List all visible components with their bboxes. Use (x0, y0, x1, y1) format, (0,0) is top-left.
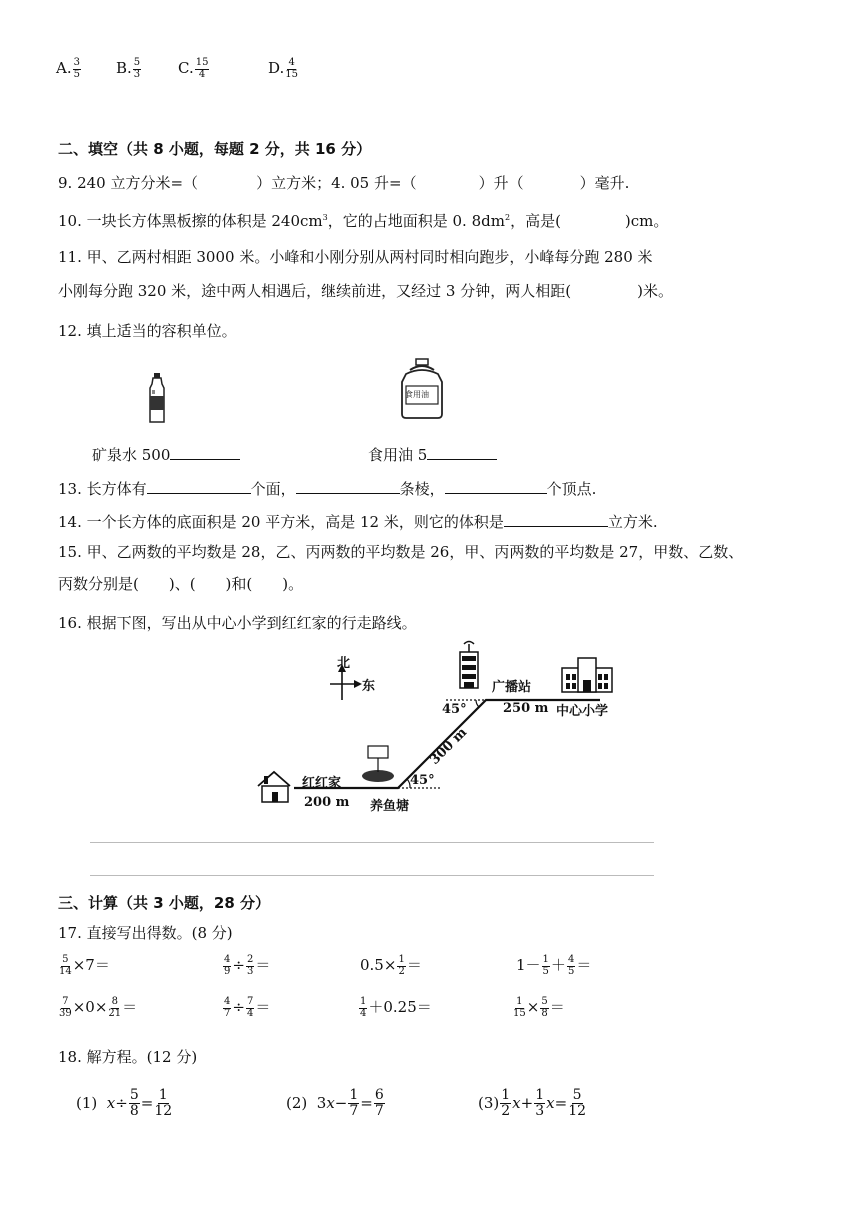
calc-item-3: 0.5× $\frac{1}{2}$ ＝ (360, 954, 422, 977)
option-d: D. $\frac{4}{15}$ (268, 57, 298, 80)
calc-item-2: $\frac{4}{9}$ ÷ $\frac{2}{3}$ ＝ (224, 954, 271, 977)
question-11-line2: 小刚每分跑 320 米，途中两人相遇后，继续前进，又经过 3 分钟，两人相距( )米。 (58, 282, 673, 300)
option-c: C. $\frac{15}{4}$ (178, 57, 209, 80)
map-pond-label: 养鱼塘 (370, 799, 410, 814)
water-bottle-icon (146, 372, 168, 424)
question-12: 12. 填上适当的容积单位。 (58, 322, 237, 340)
map-school-label: 中心小学 (556, 704, 609, 719)
answer-line-2[interactable] (90, 875, 654, 876)
oil-jug-label: 食用油 (405, 390, 429, 399)
question-14: 14. 一个长方体的底面积是 20 平方米，高是 12 米，则它的体积是 立方米. (58, 513, 658, 531)
question-16: 16. 根据下图，写出从中心小学到红红家的行走路线。 (58, 614, 417, 632)
map-distance-300: 300 m (427, 725, 471, 768)
question-13: 13. 长方体有 个面， 条棱， 个顶点. (58, 480, 597, 498)
calc-item-1: $\frac{5}{14}$ ×7＝ (59, 954, 110, 977)
map-angle-bottom: 45° (410, 773, 435, 788)
map-distance-200: 200 m (304, 795, 350, 810)
question-15-line1: 15. 甲、乙两数的平均数是 28，乙、丙两数的平均数是 26，甲、丙两数的平均数是 27，甲数、乙数、 (58, 543, 744, 561)
equation-2: (2) 3x− $\frac{1}{7}$ = $\frac{6}{7}$ (286, 1087, 384, 1120)
question-9: 9. 240 立方分米=（ ）立方米；4. 05 升=（ ）升（ ）毫升. (58, 174, 630, 192)
map-east-label: 东 (362, 679, 376, 694)
map-distance-250: 250 m (503, 701, 549, 716)
calc-item-6: $\frac{4}{7}$ ÷ $\frac{7}{4}$ ＝ (224, 996, 271, 1019)
home-icon (258, 772, 290, 802)
map-angle-top: 45° (442, 702, 467, 717)
map-home-label: 红红家 (302, 776, 342, 791)
option-b: B. $\frac{5}{3}$ (116, 57, 141, 80)
section-2-title: 二、填空（共 8 小题，每题 2 分，共 16 分） (58, 140, 372, 158)
option-a: A. $\frac{3}{5}$ (56, 57, 80, 80)
calc-item-5: $\frac{7}{39}$ ×0× $\frac{8}{21}$ ＝ (59, 996, 138, 1019)
question-15-line2: 丙数分别是( )、( )和( )。 (58, 575, 304, 593)
map-station-label: 广播站 (492, 680, 532, 695)
map-north-label: 北 (337, 656, 351, 671)
question-17: 17. 直接写出得数。(8 分) (58, 924, 233, 942)
calc-item-7: $\frac{1}{4}$ ＋0.25＝ (360, 996, 432, 1019)
water-answer: 矿泉水 500 (92, 444, 240, 465)
section-3-title: 三、计算（共 3 小题，28 分） (58, 894, 270, 912)
calc-item-8: $\frac{1}{15}$ × $\frac{5}{8}$ ＝ (513, 996, 565, 1019)
question-18: 18. 解方程。(12 分) (58, 1048, 198, 1066)
calc-item-4: 1－ $\frac{1}{5}$ ＋ $\frac{4}{5}$ ＝ (516, 954, 592, 977)
equation-3: (3) $\frac{1}{2}$ x+ $\frac{1}{3}$ x= $\frac{5}{12}$ (478, 1087, 587, 1120)
question-11-line1: 11. 甲、乙两村相距 3000 米。小峰和小刚分别从两村同时相向跑步，小峰每分跑 280 米 (58, 248, 653, 266)
school-icon (562, 658, 612, 692)
fish-pond-icon (362, 746, 394, 782)
broadcast-station-icon (460, 642, 478, 689)
equation-1: (1) x÷ $\frac{5}{8}$ = $\frac{1}{12}$ (76, 1087, 173, 1120)
answer-line-1[interactable] (90, 842, 654, 843)
question-10: 10. 一块长方体黑板擦的体积是 $240cm^3$，它的占地面积是 0. $8dm^2$，高是( )cm。 (58, 212, 669, 230)
oil-answer: 食用油 5 (368, 444, 497, 465)
